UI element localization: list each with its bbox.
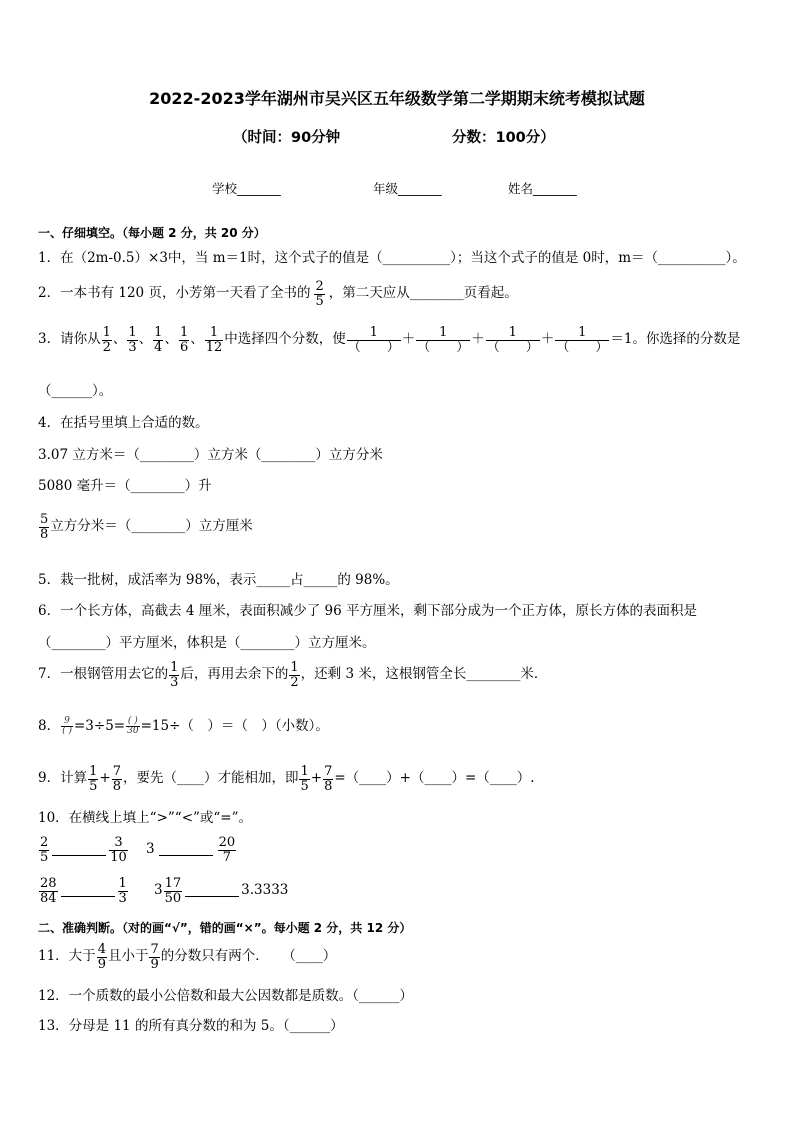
q3-choice-fraction: $\frac{1}{12}$	[205, 325, 223, 355]
question-8	[38, 717, 329, 737]
q10-whole-number: 3	[154, 882, 163, 899]
q10-row-1-left	[38, 836, 129, 864]
q7-text-post: ，还剩 3 米，这根钢管全长________米．	[300, 666, 548, 683]
q10-fraction: $\frac{28}{84}$	[40, 876, 57, 906]
q11-fraction: $\frac{4}{9}$	[97, 942, 106, 972]
q3-choice-fraction: $\frac{1}{2}$	[102, 325, 111, 355]
q10-fraction: $\frac{3}{10}$	[110, 835, 127, 865]
question-7	[38, 661, 547, 689]
q7-text-mid: 后，再用去余下的	[180, 666, 289, 683]
question-13: 13．分母是 11 的所有真分数的和为 5。（______）	[38, 1018, 344, 1034]
question-1: 1．在（2m-0.5）×3中，当 m＝1时，这个式子的值是（__________）；当这个式子的值是 0时，m＝（__________）。	[38, 250, 746, 266]
name-field: 姓名_______	[508, 181, 577, 196]
q10-row-2-right	[154, 877, 288, 905]
q2-denominator: 5	[315, 293, 324, 309]
question-6-line-1: 6．一个长方体，高截去 4 厘米，表面积减少了 96 平方厘米，剩下部分成为一个正方体，原长方体的表面积是	[38, 603, 698, 619]
question-4-line-2: 5080 毫升＝（________）升	[38, 478, 212, 494]
q10-whole-number: 3	[146, 841, 155, 858]
q11-text-post: 的分数只有两个． （____）	[160, 948, 337, 965]
question-4-stem: 4．在括号里填上合适的数。	[38, 415, 209, 431]
question-9	[38, 765, 535, 793]
q3-separator: 、	[164, 331, 178, 348]
question-2	[38, 280, 518, 308]
exam-title: 2022-2023学年湖州市吴兴区五年级数学第二学期期末统考模拟试题	[149, 89, 645, 108]
question-12: 12．一个质数的最小公倍数和最大公因数都是质数。（______）	[38, 988, 413, 1004]
q3-separator: 、	[190, 331, 204, 348]
q8-text-mid: =3÷5=	[73, 718, 126, 735]
q3-separator: 、	[112, 331, 127, 348]
q9-fraction: $\frac{1}{5}$	[300, 764, 309, 794]
question-5: 5．栽一批树，成活率为 98%，表示_____占_____的 98%。	[38, 572, 399, 588]
q3-separator: 、	[138, 331, 153, 348]
q3-blank-fraction: $\frac{1}{( )}$	[347, 325, 400, 355]
q4-fraction: $\frac{5}{8}$	[40, 512, 49, 542]
q3-text-eq: ＝1。你选择的分数是	[610, 331, 741, 348]
question-4-line-1: 3.07 立方米＝（________）立方米（________）立方分米	[38, 447, 383, 463]
school-field: 学校_______	[212, 181, 281, 196]
time-label: （时间：90分钟	[233, 130, 341, 146]
q10-blank-line	[52, 855, 106, 856]
q10-decimal: 3.3333	[241, 882, 289, 899]
q8-fraction: $\frac{9}{( )}$	[62, 716, 72, 737]
q10-row-1-right	[146, 836, 237, 864]
q9-fraction: $\frac{1}{5}$	[89, 764, 98, 794]
q3-blank-fraction: $\frac{1}{( )}$	[417, 325, 470, 355]
q9-fraction: $\frac{7}{8}$	[112, 764, 121, 794]
q8-fraction: $\frac{( )}{30}$	[127, 716, 139, 737]
question-10-stem: 10．在横线上填上“>”“<”或“=”。	[38, 810, 253, 826]
q9-text-post: =（____）+（____）=（____）.	[334, 770, 535, 787]
q10-blank-line	[61, 896, 115, 897]
q10-row-2-left	[38, 877, 129, 905]
q3-plus: ＋	[540, 331, 555, 348]
q3-choice-fraction: $\frac{1}{4}$	[154, 325, 163, 355]
q8-text-post: =15÷（ ）＝（ ）（小数）。	[140, 718, 329, 735]
q2-text-post: ，第二天应从________页看起。	[328, 285, 518, 302]
section-2-heading: 二、准确判断。（对的画“√”，错的画“×”。每小题 2 分，共 12 分）	[38, 921, 412, 935]
q3-blank-fraction: $\frac{1}{( )}$	[556, 325, 609, 355]
q2-numerator: 2	[315, 279, 324, 294]
q10-fraction: $\frac{20}{7}$	[218, 835, 236, 865]
question-11	[38, 943, 336, 971]
question-3-line-2: （______）。	[38, 383, 113, 399]
q10-blank-line	[185, 896, 239, 897]
q3-blank-fraction: $\frac{1}{( )}$	[486, 325, 539, 355]
q9-text-mid: ，要先（____）才能相加，即	[122, 770, 299, 787]
q3-text-mid: 中选择四个分数，使	[224, 331, 346, 348]
q2-text-pre: 2．一本书有 120 页，小芳第一天看了全书的	[38, 285, 311, 302]
q11-text-pre: 11．大于	[38, 948, 96, 965]
q10-fraction: $\frac{17}{50}$	[164, 876, 182, 906]
q10-blank-line	[159, 855, 213, 856]
q7-fraction: $\frac{1}{3}$	[170, 660, 179, 690]
q8-text-pre: 8．	[38, 718, 61, 735]
question-6-line-2: （________）平方厘米，体积是（________）立方厘米。	[38, 635, 376, 651]
q7-text-pre: 7．一根钢管用去它的	[38, 666, 169, 683]
q3-choice-fraction: $\frac{1}{3}$	[128, 325, 137, 355]
q4-line-3-text: 立方分米＝（________）立方厘米	[50, 518, 253, 535]
q3-text-pre: 3．请你从	[38, 331, 101, 348]
q9-fraction: $\frac{7}{8}$	[324, 764, 333, 794]
question-3	[38, 326, 740, 354]
q9-plus: +	[310, 770, 323, 787]
q3-choice-fraction: $\frac{1}{6}$	[179, 325, 189, 355]
q3-plus: ＋	[471, 331, 485, 348]
question-4-line-3	[38, 513, 253, 541]
q11-text-mid: 且小于	[107, 948, 149, 965]
q11-fraction: $\frac{7}{9}$	[150, 942, 159, 972]
section-1-heading: 一、仔细填空。（每小题 2 分，共 20 分）	[38, 226, 266, 240]
score-label: 分数：100分）	[452, 130, 555, 146]
q3-plus: ＋	[401, 331, 416, 348]
q7-fraction: $\frac{1}{2}$	[290, 660, 299, 690]
q9-plus: +	[99, 770, 111, 787]
q10-fraction: $\frac{1}{3}$	[118, 876, 127, 906]
q10-fraction: $\frac{2}{5}$	[40, 835, 49, 865]
q2-fraction	[314, 280, 324, 308]
grade-field: 年级_______	[373, 181, 442, 196]
q9-text-pre: 9．计算	[38, 770, 88, 787]
